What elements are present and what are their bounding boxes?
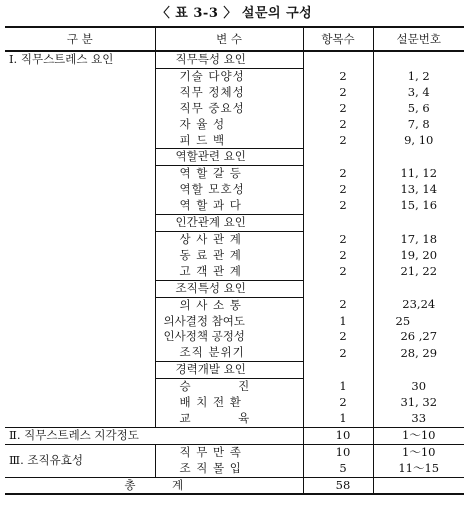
item-name: 교 육 xyxy=(155,411,303,427)
item-numbers: 25 xyxy=(373,314,464,330)
header-gubun: 구 분 xyxy=(5,27,155,51)
item-name: 조 직 몰 입 xyxy=(155,461,303,477)
item-numbers: 31, 32 xyxy=(373,395,464,411)
header-numbers: 설문번호 xyxy=(373,27,464,51)
item-count: 2 xyxy=(303,248,373,264)
total-row xyxy=(5,477,464,494)
header-row xyxy=(5,27,464,51)
item-count: 1 xyxy=(303,379,373,395)
item-name: 역 할 과 다 xyxy=(155,198,303,214)
item-numbers: 5, 6 xyxy=(373,101,464,117)
section-label: Ⅱ. 직무스트레스 지각정도 xyxy=(5,427,303,444)
group-title: 인간관계 요인 xyxy=(155,215,303,232)
item-count: 2 xyxy=(303,68,373,84)
item-numbers: 11, 12 xyxy=(373,166,464,182)
item-count: 5 xyxy=(303,461,373,477)
item-numbers: 26 ,27 xyxy=(373,329,464,345)
group-title: 조직특성 요인 xyxy=(155,280,303,297)
total-count: 58 xyxy=(303,477,373,494)
item-numbers: 1～10 xyxy=(373,427,464,444)
item-name: 기술 다양성 xyxy=(155,68,303,84)
item-count: 2 xyxy=(303,101,373,117)
item-count: 2 xyxy=(303,345,373,361)
header-count: 항목수 xyxy=(303,27,373,51)
item-name: 배 치 전 환 xyxy=(155,395,303,411)
item-name: 의사결정 참여도 xyxy=(155,314,303,330)
item-name: 인사정책 공정성 xyxy=(155,329,303,345)
item-numbers: 28, 29 xyxy=(373,345,464,361)
item-name: 직 무 만 족 xyxy=(155,444,303,460)
item-name: 의 사 소 통 xyxy=(155,297,303,313)
item-name: 상 사 관 계 xyxy=(155,231,303,247)
table-title: 〈 표 3-3 〉 설문의 구성 xyxy=(156,6,313,21)
item-numbers: 1～10 xyxy=(373,444,464,460)
group-title: 직무특성 요인 xyxy=(155,51,303,68)
item-count: 2 xyxy=(303,182,373,198)
group-title: 역할관련 요인 xyxy=(155,149,303,166)
header-byeonsu: 변 수 xyxy=(155,27,303,51)
item-name: 직무 정체성 xyxy=(155,85,303,101)
item-count: 2 xyxy=(303,85,373,101)
item-count: 2 xyxy=(303,395,373,411)
item-numbers: 3, 4 xyxy=(373,85,464,101)
item-name: 역 할 갈 등 xyxy=(155,166,303,182)
table-row xyxy=(5,51,464,68)
group-title: 경력개발 요인 xyxy=(155,362,303,379)
item-count: 2 xyxy=(303,264,373,280)
item-name: 동 료 관 계 xyxy=(155,248,303,264)
item-numbers: 11～15 xyxy=(373,461,464,477)
item-name: 역할 모호성 xyxy=(155,182,303,198)
item-name: 자 율 성 xyxy=(155,117,303,133)
section-label: Ⅰ. 직무스트레스 요인 xyxy=(9,52,114,66)
item-numbers: 9, 10 xyxy=(373,133,464,149)
section-label: Ⅲ. 조직유효성 xyxy=(5,444,155,477)
item-numbers: 17, 18 xyxy=(373,231,464,247)
item-numbers: 7, 8 xyxy=(373,117,464,133)
item-numbers: 21, 22 xyxy=(373,264,464,280)
item-name: 고 객 관 계 xyxy=(155,264,303,280)
item-numbers: 23,24 xyxy=(373,297,464,313)
table-row xyxy=(5,427,464,444)
survey-structure-table xyxy=(5,26,464,495)
item-count: 2 xyxy=(303,198,373,214)
item-name: 승 진 xyxy=(155,379,303,395)
table-row xyxy=(5,444,464,460)
item-numbers: 33 xyxy=(373,411,464,427)
item-count: 2 xyxy=(303,329,373,345)
item-count: 10 xyxy=(303,427,373,444)
item-count: 1 xyxy=(303,314,373,330)
item-count: 2 xyxy=(303,297,373,313)
total-label: 총 계 xyxy=(5,477,303,494)
item-count: 1 xyxy=(303,411,373,427)
item-count: 2 xyxy=(303,166,373,182)
item-numbers: 13, 14 xyxy=(373,182,464,198)
item-name: 조직 분위기 xyxy=(155,345,303,361)
item-name: 피 드 백 xyxy=(155,133,303,149)
item-numbers: 30 xyxy=(373,379,464,395)
item-count: 2 xyxy=(303,231,373,247)
item-numbers: 1, 2 xyxy=(373,68,464,84)
item-count: 2 xyxy=(303,117,373,133)
item-numbers: 19, 20 xyxy=(373,248,464,264)
item-count: 10 xyxy=(303,444,373,460)
item-name: 직무 중요성 xyxy=(155,101,303,117)
item-numbers: 15, 16 xyxy=(373,198,464,214)
item-count: 2 xyxy=(303,133,373,149)
